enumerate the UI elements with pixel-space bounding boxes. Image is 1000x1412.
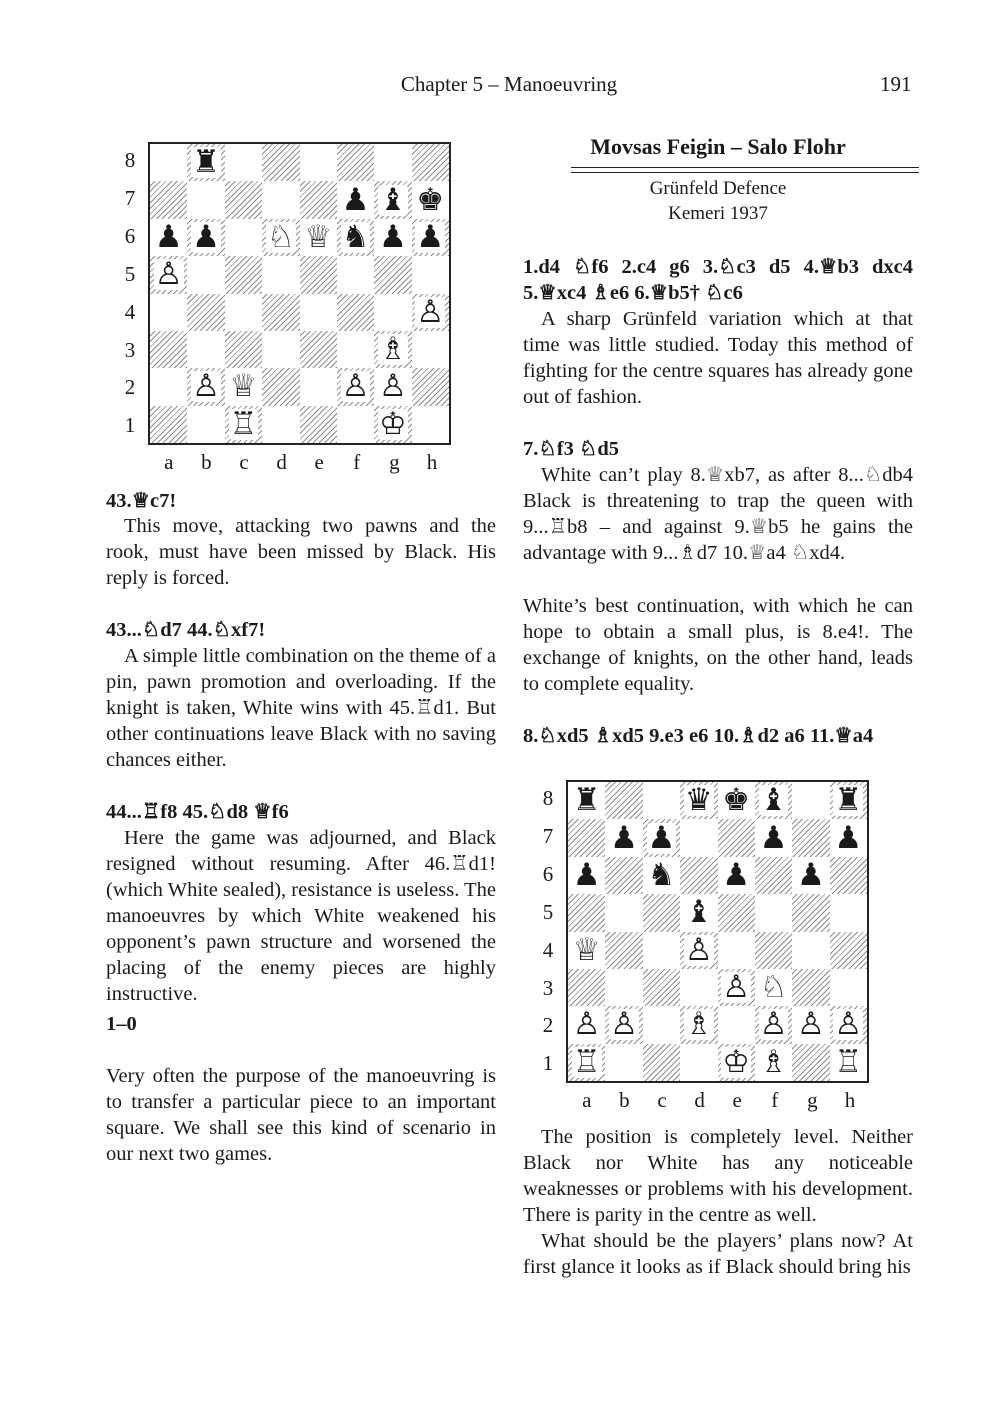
square-c1 (643, 1044, 680, 1081)
square-a3 (568, 969, 605, 1006)
move-text: 43...♘d7 44.♘xf7! (106, 619, 266, 641)
move-text: 1.d4 ♘f6 2.c4 g6 3.♘c3 d5 4.♕b3 dxc4 5.♕xc4 ♗e6 6.♕b5† ♘c6 (523, 256, 913, 304)
event-name: Kemeri 1937 (668, 203, 768, 224)
page-number: 191 (880, 72, 912, 96)
square-d6 (262, 219, 299, 256)
square-d4 (680, 932, 717, 969)
commentary (106, 825, 496, 1007)
commentary-paragraph: What should be the players’ plans now? At first glance it looks as if Black should bring his (523, 1230, 913, 1278)
commentary (523, 593, 913, 697)
rank-label: 3 (124, 337, 136, 362)
square-c1 (225, 406, 262, 443)
square-g1 (374, 406, 411, 443)
square-c7 (225, 181, 262, 218)
square-g3 (374, 331, 411, 368)
rank-label: 2 (542, 1013, 554, 1038)
square-c4 (643, 932, 680, 969)
square-g2 (792, 1006, 829, 1043)
chess-piece: ♔ (722, 1043, 751, 1080)
square-a7 (568, 819, 605, 856)
game-result: 1–0 (106, 1013, 137, 1035)
square-d1 (262, 406, 299, 443)
square-c8 (225, 144, 262, 181)
rank-label: 4 (124, 299, 136, 324)
square-e6 (300, 219, 337, 256)
chess-piece: ♚ (416, 181, 445, 218)
square-c2 (225, 368, 262, 405)
square-e1 (718, 1044, 755, 1081)
chess-piece: ♟ (416, 218, 445, 255)
square-f1 (337, 406, 374, 443)
chess-piece: ♞ (647, 856, 676, 893)
square-d3 (262, 331, 299, 368)
square-b1 (605, 1044, 642, 1081)
square-e6 (718, 857, 755, 894)
square-e3 (718, 969, 755, 1006)
commentary (523, 306, 913, 410)
square-c7 (643, 819, 680, 856)
square-c8 (643, 782, 680, 819)
chess-diagram-2 (538, 778, 878, 1118)
square-h7 (830, 819, 867, 856)
rank-label: 1 (124, 413, 136, 438)
square-b5 (187, 256, 224, 293)
file-label: c (657, 1088, 667, 1112)
file-label: d (694, 1088, 705, 1112)
chess-piece: ♙ (154, 256, 183, 293)
square-b3 (605, 969, 642, 1006)
rank-label: 5 (542, 899, 554, 924)
square-f4 (337, 294, 374, 331)
file-label: e (314, 450, 324, 474)
square-h4 (830, 932, 867, 969)
square-f6 (755, 857, 792, 894)
square-a7 (150, 181, 187, 218)
square-g8 (374, 144, 411, 181)
square-b4 (605, 932, 642, 969)
chess-piece: ♜ (834, 782, 863, 819)
square-f8 (755, 782, 792, 819)
chess-piece: ♟ (759, 819, 788, 856)
chess-piece: ♙ (834, 1006, 863, 1043)
move-text: 43.♕c7! (106, 490, 177, 512)
square-g8 (792, 782, 829, 819)
square-e8 (718, 782, 755, 819)
square-a6 (150, 219, 187, 256)
game-title: Movsas Feigin – Salo Flohr (590, 134, 846, 159)
file-label: a (582, 1088, 592, 1112)
chess-piece: ♞ (341, 218, 370, 255)
rank-label: 6 (124, 223, 136, 248)
square-g6 (792, 857, 829, 894)
square-d2 (680, 1006, 717, 1043)
square-h2 (830, 1006, 867, 1043)
square-h2 (412, 368, 449, 405)
square-f1 (755, 1044, 792, 1081)
square-a3 (150, 331, 187, 368)
chess-piece: ♙ (416, 293, 445, 330)
chess-piece: ♗ (379, 331, 407, 368)
commentary-paragraph: White can’t play 8.♕xb7, as after 8...♘db4 Black is threatening to trap the queen with 9...♖b8 – and against 9.♕b5 he gains the advantage with 9...♗d7 10.♕a4 ♘xd4. (523, 464, 913, 564)
square-b7 (187, 181, 224, 218)
file-label: g (807, 1088, 818, 1112)
square-h3 (412, 331, 449, 368)
square-e7 (300, 181, 337, 218)
chess-piece: ♖ (834, 1043, 863, 1080)
chess-piece: ♙ (192, 368, 220, 405)
rank-label: 7 (542, 823, 554, 848)
square-a5 (150, 256, 187, 293)
chess-piece: ♟ (572, 856, 601, 893)
square-d7 (680, 819, 717, 856)
square-a2 (150, 368, 187, 405)
rank-label: 5 (124, 261, 136, 286)
title-rule (571, 172, 919, 173)
square-h8 (830, 782, 867, 819)
chess-piece: ♙ (684, 931, 713, 968)
square-e3 (300, 331, 337, 368)
square-c3 (643, 969, 680, 1006)
commentary-paragraph: A sharp Grünfeld variation which at that time was little studied. Today this method of fighting for the centre squares has already gone out of fashion. (523, 308, 913, 408)
file-labels (150, 450, 451, 476)
rank-label: 1 (542, 1051, 554, 1076)
move-text: 44...♖f8 45.♘d8 ♕f6 (106, 801, 289, 823)
square-g3 (792, 969, 829, 1006)
square-b8 (605, 782, 642, 819)
rank-label: 7 (124, 185, 136, 210)
square-h6 (412, 219, 449, 256)
rank-label: 3 (542, 975, 554, 1000)
chess-piece: ♟ (647, 819, 676, 856)
square-e4 (718, 932, 755, 969)
rank-label: 2 (124, 375, 136, 400)
square-d5 (262, 256, 299, 293)
file-labels (568, 1088, 869, 1114)
square-c6 (643, 857, 680, 894)
square-a8 (150, 144, 187, 181)
square-b2 (605, 1006, 642, 1043)
square-d5 (680, 894, 717, 931)
chess-piece: ♕ (572, 931, 601, 968)
opening-name: Grünfeld Defence (649, 178, 787, 199)
square-c3 (225, 331, 262, 368)
chess-piece: ♗ (684, 1006, 713, 1043)
square-a4 (568, 932, 605, 969)
chapter-title: Chapter 5 – Manoeuvring (400, 72, 618, 96)
square-d4 (262, 294, 299, 331)
square-h3 (830, 969, 867, 1006)
square-a1 (150, 406, 187, 443)
square-e8 (300, 144, 337, 181)
square-e5 (300, 256, 337, 293)
square-h8 (412, 144, 449, 181)
square-b5 (605, 894, 642, 931)
commentary (106, 1063, 496, 1167)
square-g6 (374, 219, 411, 256)
square-c5 (225, 256, 262, 293)
square-b6 (605, 857, 642, 894)
square-h7 (412, 181, 449, 218)
commentary-paragraph: The position is completely level. Neither Black nor White has any noticeable weaknesses or problems with his development. There is parity in the centre as well. (523, 1126, 913, 1226)
chess-piece: ♟ (192, 218, 220, 255)
square-b6 (187, 219, 224, 256)
commentary (523, 462, 913, 566)
chessboard (566, 780, 869, 1083)
chess-piece: ♕ (304, 218, 333, 255)
file-label: c (239, 450, 249, 474)
square-d2 (262, 368, 299, 405)
square-g5 (374, 256, 411, 293)
square-a8 (568, 782, 605, 819)
square-c6 (225, 219, 262, 256)
square-g4 (792, 932, 829, 969)
square-d3 (680, 969, 717, 1006)
square-f5 (337, 256, 374, 293)
chess-piece: ♝ (684, 894, 713, 931)
chess-piece: ♖ (572, 1043, 601, 1080)
commentary-paragraph: A simple little combination on the theme of a pin, pawn promotion and overloading. If the knight is taken, White wins with 45.♖d1. But other continuations leave Black with no saving chances either. (106, 645, 496, 771)
square-g4 (374, 294, 411, 331)
file-label: g (389, 450, 400, 474)
chess-piece: ♘ (759, 969, 788, 1006)
commentary-paragraph: This move, attacking two pawns and the rook, must have been missed by Black. His reply is forced. (106, 515, 496, 589)
chess-piece: ♜ (572, 782, 601, 819)
commentary (523, 1124, 913, 1280)
title-rule (571, 167, 919, 168)
square-d8 (262, 144, 299, 181)
square-h5 (412, 256, 449, 293)
square-g7 (792, 819, 829, 856)
chess-piece: ♟ (610, 819, 638, 856)
square-b8 (187, 144, 224, 181)
square-a6 (568, 857, 605, 894)
rank-label: 8 (542, 786, 554, 810)
chess-piece: ♝ (379, 181, 407, 218)
chess-piece: ♘ (266, 218, 295, 255)
chess-piece: ♕ (229, 368, 258, 405)
chess-piece: ♔ (379, 405, 407, 442)
chess-diagram-1 (120, 140, 460, 480)
square-f3 (337, 331, 374, 368)
chess-piece: ♟ (797, 856, 825, 893)
square-h1 (412, 406, 449, 443)
chess-piece: ♟ (154, 218, 183, 255)
square-e5 (718, 894, 755, 931)
chess-piece: ♙ (379, 368, 407, 405)
square-f6 (337, 219, 374, 256)
square-d1 (680, 1044, 717, 1081)
rank-label: 6 (542, 861, 554, 886)
file-label: f (771, 1088, 779, 1112)
square-f2 (337, 368, 374, 405)
square-b3 (187, 331, 224, 368)
chess-piece: ♖ (229, 405, 258, 442)
file-label: h (844, 1088, 856, 1112)
square-g1 (792, 1044, 829, 1081)
commentary-paragraph: Very often the purpose of the manoeuvring is to transfer a particular piece to an important square. We shall see this kind of scenario in our next two games. (106, 1065, 496, 1165)
chess-piece: ♙ (341, 368, 370, 405)
file-label: f (353, 450, 361, 474)
rank-label: 8 (124, 148, 136, 172)
commentary-paragraph: White’s best continuation, with which he can hope to obtain a small plus, is 8.e4!. The exchange of knights, on the other hand, leads to complete equality. (523, 595, 913, 695)
square-f8 (337, 144, 374, 181)
square-f2 (755, 1006, 792, 1043)
square-g5 (792, 894, 829, 931)
square-f4 (755, 932, 792, 969)
chess-piece: ♙ (610, 1006, 638, 1043)
square-b2 (187, 368, 224, 405)
square-f5 (755, 894, 792, 931)
square-c2 (643, 1006, 680, 1043)
square-d8 (680, 782, 717, 819)
rank-labels (120, 140, 142, 446)
square-e1 (300, 406, 337, 443)
chess-piece: ♟ (834, 819, 863, 856)
rank-labels (538, 778, 560, 1084)
square-f7 (337, 181, 374, 218)
square-f7 (755, 819, 792, 856)
square-b7 (605, 819, 642, 856)
chess-piece: ♟ (722, 856, 751, 893)
commentary (106, 513, 496, 591)
square-d6 (680, 857, 717, 894)
square-g2 (374, 368, 411, 405)
rank-label: 4 (542, 937, 554, 962)
square-e2 (300, 368, 337, 405)
square-h5 (830, 894, 867, 931)
chess-piece: ♝ (759, 782, 788, 819)
chess-piece: ♙ (572, 1006, 601, 1043)
file-label: a (164, 450, 174, 474)
chess-piece: ♜ (192, 144, 220, 181)
chess-piece: ♛ (684, 782, 713, 819)
square-e4 (300, 294, 337, 331)
square-c5 (643, 894, 680, 931)
chess-piece: ♟ (341, 181, 370, 218)
square-h4 (412, 294, 449, 331)
file-label: d (276, 450, 287, 474)
commentary-paragraph: Here the game was adjourned, and Black resigned without resuming. After 46.♖d1! (which White sealed), resistance is useless. The manoeuvres by which White weakened his opponent’s pawn structure and worsened the placing of the enemy pieces are highly instructive. (106, 827, 496, 1005)
file-label: e (732, 1088, 742, 1112)
file-label: b (619, 1088, 630, 1112)
square-f3 (755, 969, 792, 1006)
chess-piece: ♚ (722, 782, 751, 819)
square-d7 (262, 181, 299, 218)
chess-piece: ♙ (797, 1006, 825, 1043)
square-a5 (568, 894, 605, 931)
chess-piece: ♙ (722, 969, 751, 1006)
square-a2 (568, 1006, 605, 1043)
square-a1 (568, 1044, 605, 1081)
commentary (106, 643, 496, 773)
square-a4 (150, 294, 187, 331)
square-b4 (187, 294, 224, 331)
square-h1 (830, 1044, 867, 1081)
chess-piece: ♟ (379, 218, 407, 255)
square-e2 (718, 1006, 755, 1043)
square-b1 (187, 406, 224, 443)
move-text: 8.♘xd5 ♗xd5 9.e3 e6 10.♗d2 a6 11.♕a4 (523, 725, 874, 747)
square-c4 (225, 294, 262, 331)
chessboard (148, 142, 451, 445)
square-g7 (374, 181, 411, 218)
chess-piece: ♗ (759, 1043, 788, 1080)
move-text: 7.♘f3 ♘d5 (523, 438, 619, 460)
file-label: b (201, 450, 212, 474)
square-h6 (830, 857, 867, 894)
file-label: h (426, 450, 438, 474)
chess-piece: ♙ (759, 1006, 788, 1043)
square-e7 (718, 819, 755, 856)
